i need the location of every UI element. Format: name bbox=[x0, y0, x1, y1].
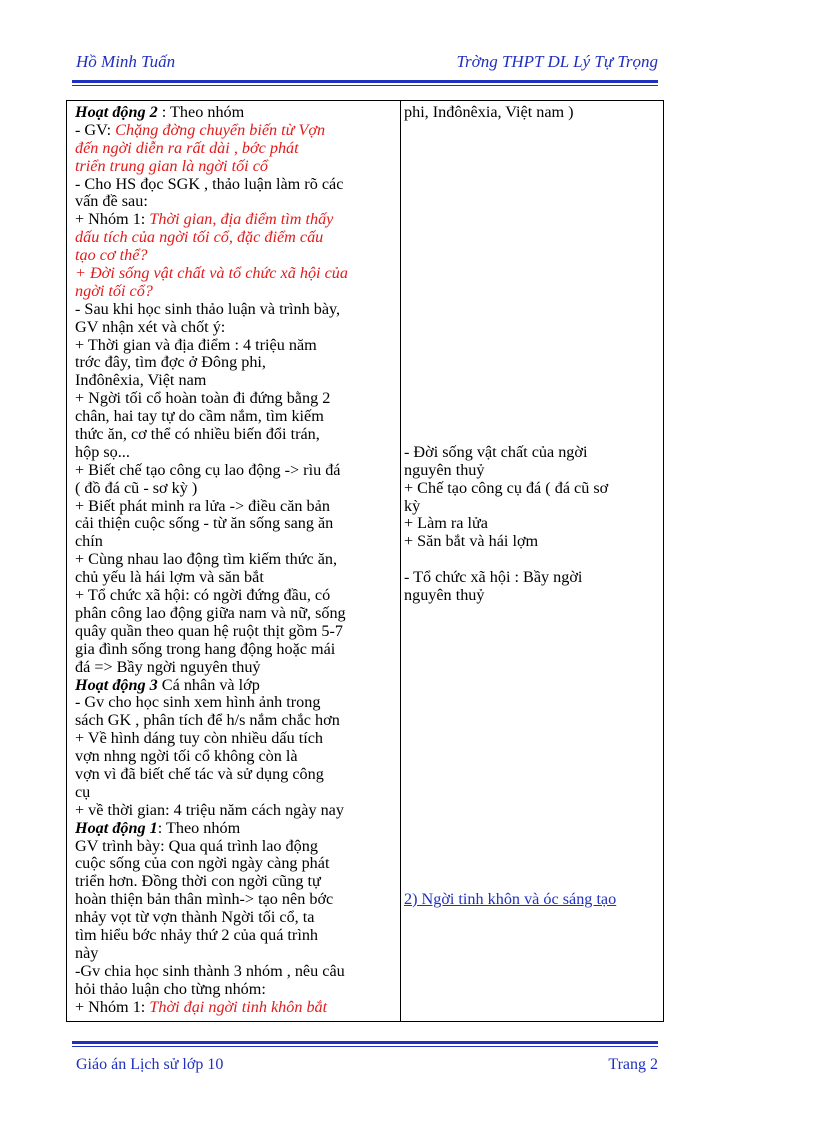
header-rule-thick bbox=[72, 80, 658, 83]
text-line: Inđônêxia, Việt nam bbox=[75, 372, 207, 390]
text-line: + về thời gian: 4 triệu năm cách ngày nay bbox=[75, 801, 344, 819]
header-school: Trờng THPT DL Lý Tự Trọng bbox=[456, 52, 658, 71]
text-line: dấu tích của ngời tối cổ, đặc điểm cấu bbox=[75, 229, 324, 247]
text-line: ngời tối cổ? bbox=[75, 282, 153, 300]
text-line: hoàn thiện bản thân mình-> tạo nên bớc bbox=[75, 891, 334, 909]
text-line: chín bbox=[75, 533, 103, 551]
text-line: đá => Bầy ngời nguyên thuỷ bbox=[75, 658, 261, 676]
text-line: + Ngời tối cổ hoàn toàn đi đứng bằng 2 bbox=[75, 390, 331, 408]
header-author: Hồ Minh Tuấn bbox=[76, 52, 176, 71]
text-line: -Gv chia học sinh thành 3 nhóm , nêu câu bbox=[75, 962, 345, 980]
text-line: hộp sọ... bbox=[75, 443, 130, 461]
text-line: - Sau khi học sinh thảo luận và trình bày, bbox=[75, 300, 341, 318]
text-line: + Nhóm 1: Thời gian, địa điểm tìm thấy bbox=[75, 211, 334, 229]
text-line: + Cùng nhau lao động tìm kiếm thức ăn, bbox=[75, 551, 338, 569]
text-line: nhảy vọt từ vợn thành Ngời tối cổ, ta bbox=[75, 909, 315, 927]
footer-rule-thick bbox=[72, 1041, 658, 1044]
text-line: vợn vì đã biết chế tác và sử dụng công bbox=[75, 765, 324, 783]
text-line: quây quần theo quan hệ ruột thịt gồm 5-7 bbox=[75, 622, 343, 640]
text-line: + Biết phát minh ra lửa -> điều căn bản bbox=[75, 497, 330, 515]
text-line: vấn đề sau: bbox=[75, 193, 148, 211]
text-line: sách GK , phân tích để h/s nắm chắc hơn bbox=[75, 712, 340, 730]
text-line: + Làm ra lửa bbox=[404, 515, 488, 533]
activity-1-heading: Hoạt động 1: Theo nhóm bbox=[75, 819, 241, 837]
text-line: nguyên thuỷ bbox=[404, 587, 485, 605]
text-line: kỳ bbox=[404, 497, 421, 515]
activity-3-heading: Hoạt động 3 Cá nhân và lớp bbox=[75, 676, 260, 694]
text-line: phân công lao động giữa nam và nữ, sống bbox=[75, 604, 346, 622]
right-column bbox=[404, 104, 658, 909]
text-line: cụ bbox=[75, 783, 91, 801]
text-line: chủ yếu là hái lợm và săn bắt bbox=[75, 569, 264, 587]
text-line: hỏi thảo luận cho từng nhóm: bbox=[75, 980, 266, 998]
text-line: ( đồ đá cũ - sơ kỳ ) bbox=[75, 479, 198, 497]
footer-title: Giáo án Lịch sử lớp 10 bbox=[76, 1056, 224, 1073]
text-line: nguyên thuỷ bbox=[404, 461, 485, 479]
text-line: + Tổ chức xã hội: có ngời đứng đầu, có bbox=[75, 587, 331, 605]
text-line: + Biết chế tạo công cụ lao động -> rìu đá bbox=[75, 461, 341, 479]
text-line: - Đời sống vật chất của ngời bbox=[404, 443, 588, 461]
text-line: + Về hình dáng tuy còn nhiều dấu tích bbox=[75, 730, 323, 748]
text-line: vợn nhng ngời tối cổ không còn là bbox=[75, 748, 298, 766]
text-line: đến ngời diễn ra rất dài , bớc phát bbox=[75, 139, 299, 157]
text-line: thức ăn, cơ thể có nhiều biến đổi trán, bbox=[75, 426, 320, 444]
text-line: - Cho HS đọc SGK , thảo luận làm rõ các bbox=[75, 175, 344, 193]
text-line: GV nhận xét và chốt ý: bbox=[75, 318, 226, 336]
text-line: cải thiện cuộc sống - từ ăn sống sang ăn bbox=[75, 515, 334, 533]
header-rule-thin bbox=[72, 85, 658, 86]
text-line: cuộc sống của con ngời ngày càng phát bbox=[75, 855, 330, 873]
text-line: chân, hai tay tự do cầm nắm, tìm kiếm bbox=[75, 408, 324, 426]
text-line: tìm hiểu bớc nhảy thứ 2 của quá trình bbox=[75, 926, 319, 944]
text-line: - Tổ chức xã hội : Bầy ngời bbox=[404, 569, 583, 587]
text-line: + Đời sống vật chất và tổ chức xã hội của bbox=[75, 265, 348, 283]
section-2-heading-link[interactable]: 2) Ngời tinh khôn và óc sáng tạo bbox=[404, 891, 617, 909]
text-line: trớc đây, tìm đợc ở Đông phi, bbox=[75, 354, 266, 372]
text-line: phi, Inđônêxia, Việt nam ) bbox=[404, 104, 574, 121]
text-line: + Nhóm 1: Thời đại ngời tinh khôn bắt bbox=[75, 998, 328, 1016]
text-line: triển trung gian là ngời tối cổ bbox=[75, 157, 268, 175]
text-line: này bbox=[75, 944, 99, 962]
footer-rule-thin bbox=[72, 1046, 658, 1047]
text-line: + Săn bắt và hái lợm bbox=[404, 533, 539, 551]
text-line: gia đình sống trong hang động hoặc mái bbox=[75, 640, 336, 658]
column-divider bbox=[400, 100, 401, 1022]
text-line: - Gv cho học sinh xem hình ảnh trong bbox=[75, 694, 321, 712]
page-number: Trang 2 bbox=[608, 1056, 658, 1073]
activity-2-heading: Hoạt động 2 : Theo nhóm bbox=[75, 104, 245, 121]
text-line: - GV: Chặng đờng chuyển biến từ Vợn bbox=[75, 121, 326, 139]
text-line: triển hơn. Đồng thời con ngời cũng tự bbox=[75, 873, 321, 891]
text-line: + Chế tạo công cụ đá ( đá cũ sơ bbox=[404, 479, 609, 497]
text-line: + Thời gian và địa điểm : 4 triệu năm bbox=[75, 336, 317, 354]
text-line: tạo cơ thể? bbox=[75, 247, 148, 265]
left-column bbox=[75, 104, 391, 1016]
text-line: GV trình bày: Qua quá trình lao động bbox=[75, 837, 318, 855]
